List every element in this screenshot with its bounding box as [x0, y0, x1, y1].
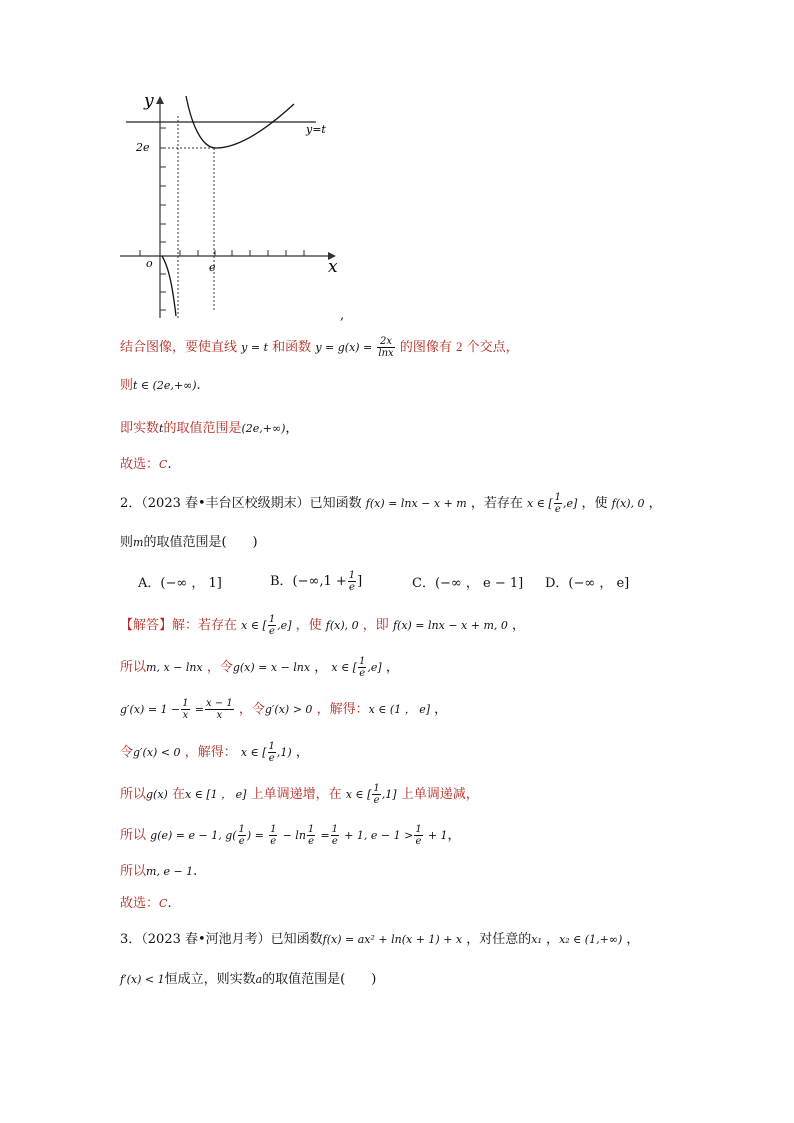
x-axis-label: x: [328, 257, 338, 277]
question-3-line-2: f′(x) < 1恒成立，则实数a的取值范围是( ): [120, 972, 377, 987]
x-tick-label-e: e: [209, 261, 216, 274]
solution-2-line-4: 令g′(x) < 0 ，解得： x ∈ [ $\frac{1}{e}$ ,1) ，: [120, 741, 309, 764]
origin-label: o: [146, 257, 153, 270]
line-label: y=t: [306, 123, 326, 136]
solution-2-line-2: 所以m, x − lnx ，令g(x) = x − lnx ， x ∈ [ $\frac{1}{e}$ ,e] ，: [120, 656, 399, 679]
solution-line-4: 故选：C.: [120, 457, 172, 472]
solution-line-1: 结合图像，要使直线 y = t 和函数 y = g(x) = $\frac{2x}{\ln x}$ 的图像有 2 个交点，: [120, 336, 519, 359]
solution-2-line-6: 所以 g(e) = e − 1, g( $\frac{1}{e}$ ) = $\frac{1}{e}$ − ln $\frac{1}{e}$ = $\frac{1}{e}$ + 1, e − 1 > $\frac{1}{e}$ + 1，: [120, 824, 461, 847]
question-2-line-1: 2．（2023 春•丰台区校级期末）已知函数 f(x) = lnx − x + m ，若存在 x ∈ [ $\frac{1}{e}$ ,e] ，使 f(x), 0 ，: [120, 492, 662, 515]
solution-2-line-5: 所以g(x) 在x ∈ [1 ， e] 上单调递增，在 x ∈ [ $\frac{1}{e}$ ,1] 上单调递减，: [120, 783, 479, 806]
option-a[interactable]: A．(−∞ ， 1]: [138, 576, 222, 591]
solution-2-line-1: 【解答】解：若存在 x ∈ [ $\frac{1}{e}$ ,e] ，使 f(x), 0 ，即 f(x) = lnx − x + m, 0 ，: [120, 614, 526, 637]
y-axis-label: y: [144, 91, 154, 111]
x-ticks: [140, 250, 304, 256]
solution-line-2: 则t ∈ (2e,+∞).: [120, 378, 201, 393]
figure-comma: ,: [340, 308, 345, 323]
function-graph: [110, 86, 370, 326]
question-3-line-1: 3．（2023 春•河池月考）已知函数f(x) = ax² + ln(x + 1) + x ，对任意的x₁ ，x₂ ∈ (1,+∞) ，: [120, 932, 640, 947]
graph-svg: [110, 86, 370, 326]
option-c[interactable]: C．(−∞ ， e − 1]: [412, 576, 524, 591]
solution-line-3: 即实数t的取值范围是(2e,+∞)，: [120, 421, 299, 436]
option-b[interactable]: B．(−∞,1 + $\frac{1}{e}$ ]: [270, 570, 363, 593]
question-2-line-2: 则m的取值范围是( ): [120, 535, 258, 550]
y-ticks: [160, 128, 166, 310]
solution-2-line-7: 所以m, e − 1.: [120, 864, 198, 879]
y-axis-arrow: [156, 96, 164, 104]
option-d[interactable]: D．(−∞ ， e]: [545, 576, 630, 591]
y-tick-label-2e: 2e: [136, 141, 150, 154]
solution-2-line-3: g′(x) = 1 − $\frac{1}{x}$ = $\frac{x - 1}{x}$ ，令g′(x) > 0 ，解得：x ∈ (1 ， e] ，: [120, 698, 448, 721]
solution-2-line-8: 故选：C.: [120, 896, 172, 911]
curve-left-branch: [162, 256, 176, 316]
